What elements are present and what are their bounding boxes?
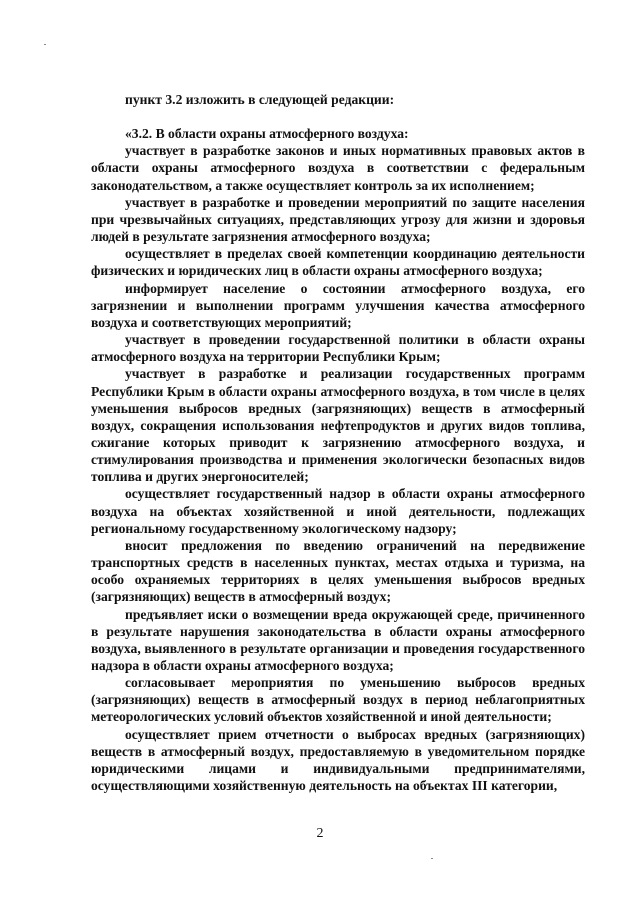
page-number: 2 [316, 826, 324, 841]
scan-speck [44, 44, 46, 45]
paragraph: участвует в разработке законов и иных нормативных правовых актов в области охраны атмосферного воздуха в соответствии с федеральным законодательством, а также осуществляет контроль за их исполнением; [91, 143, 585, 193]
intro-line: пункт 3.2 изложить в следующей редакции: [125, 92, 395, 107]
paragraph: осуществляет прием отчетности о выбросах вредных (загрязняющих) веществ в атмосферный воздух, предоставляемую в уведомительном порядке юридическими лицами и индивидуальными предпринимателями, осуществляющими хозяйственную деятельность на объектах III категории, [91, 726, 585, 794]
paragraph: осуществляет в пределах своей компетенции координацию деятельности физических и юридических лиц в области охраны атмосферного воздуха; [91, 246, 585, 279]
paragraph: информирует население о состоянии атмосферного воздуха, его загрязнении и выполнении программ улучшения качества атмосферного воздуха и соответствующих мероприятий; [91, 280, 585, 330]
scan-speck [431, 858, 433, 859]
section-heading: «3.2. В области охраны атмосферного воздуха: [125, 126, 409, 142]
paragraph: согласовывает мероприятия по уменьшению выбросов вредных (загрязняющих) веществ в атмосферный воздух в период неблагоприятных метеорологических условий объектов хозяйственной и иной деятельности; [91, 675, 585, 725]
paragraph: предъявляет иски о возмещении вреда окружающей среде, причиненного в результате нарушения законодательства в области охраны атмосферного воздуха, выявленного в результате организации и проведения государственного надзора в области охраны атмосферного воздуха; [91, 606, 585, 673]
paragraph: участвует в разработке и проведении мероприятий по защите населения при чрезвычайных ситуациях, представляющих угрозу для жизни и здоровья людей в результате загрязнения атмосферного воздуха; [91, 194, 585, 245]
paragraph: участвует в проведении государственной политики в области охраны атмосферного воздуха на территории Республики Крым; [91, 332, 585, 365]
document-body [91, 91, 585, 794]
paragraph: осуществляет государственный надзор в области охраны атмосферного воздуха на объектах хозяйственной и иной деятельности, подлежащих региональному государственному экологическому надзору; [91, 486, 585, 536]
paragraph: участвует в разработке и реализации государственных программ Республики Крым в области охраны атмосферного воздуха, в том числе в целях уменьшения выбросов вредных (загрязняющих) веществ в атмосферный воздух, сокращения использования нефтепродуктов и других видов топлива, сжигание которых приводит к загрязнению атмосферного воздуха, и стимулирования производства и применения экологически безопасных видов топлива и других энергоносителей; [91, 366, 585, 485]
paragraph: вносит предложения по введению ограничений на передвижение транспортных средств в населенных пунктах, местах отдыха и туризма, на особо охраняемых территориях в целях уменьшения выбросов вредных (загрязняющих) веществ в атмосферный воздух; [91, 537, 585, 605]
